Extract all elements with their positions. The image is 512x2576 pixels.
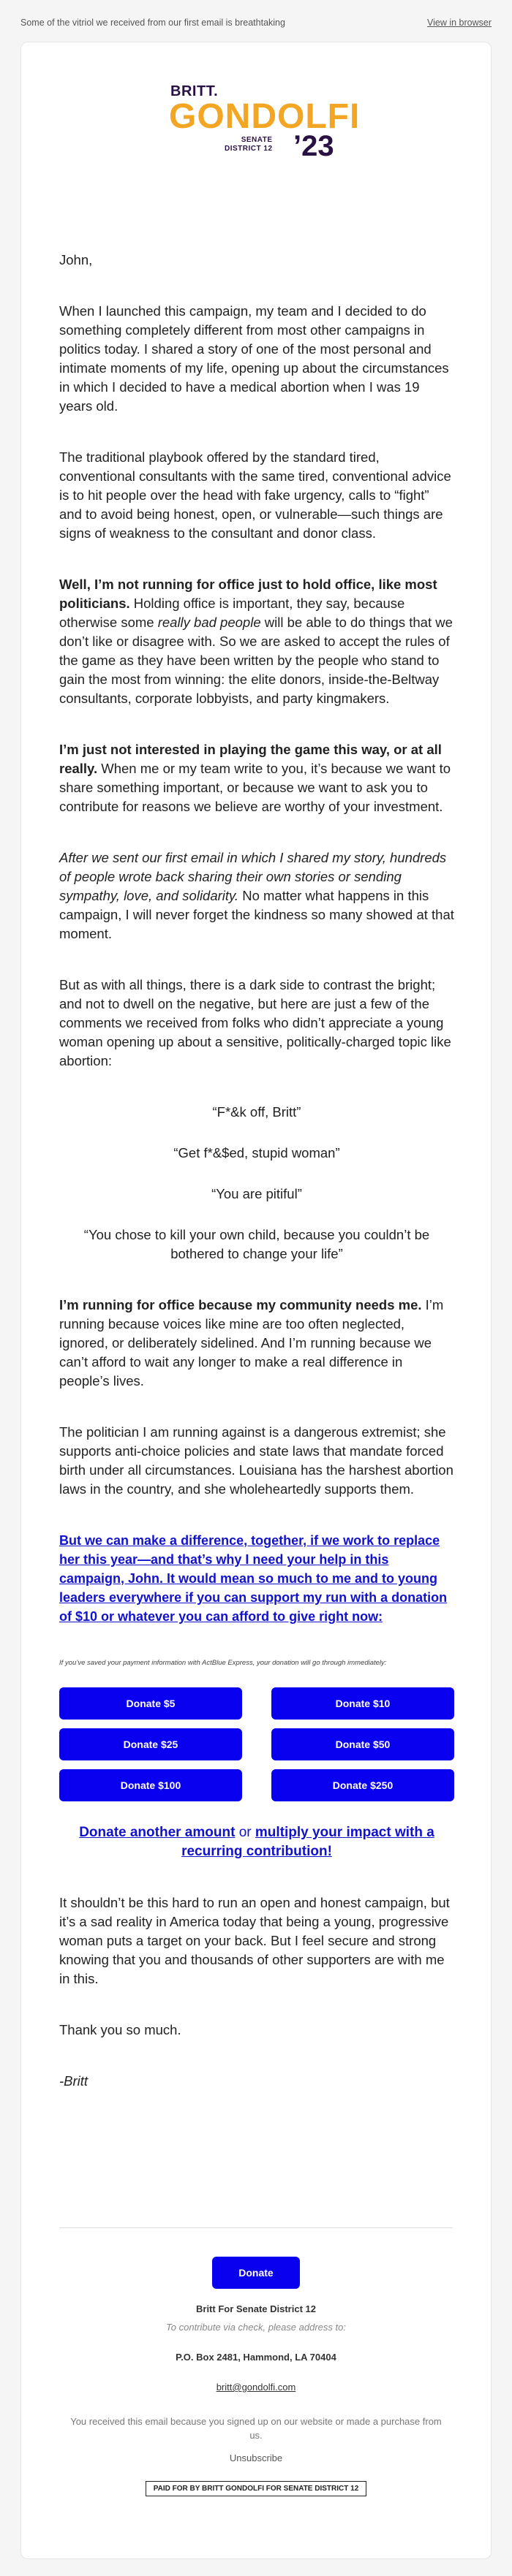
received-notice: You received this email because you signed up on our website or made a purchase from us. <box>70 2416 442 2441</box>
paid-for-disclaimer: PAID FOR BY BRITT GONDOLFI FOR SENATE DISTRICT 12 <box>146 2481 367 2496</box>
thanks: Thank you so much. <box>59 2022 181 2037</box>
email-card <box>20 42 492 2559</box>
unsubscribe-link[interactable]: Unsubscribe <box>229 2452 283 2463</box>
p5-italic: After we sent our first email in which I shared my story, hundreds of people wrote back sharing their own stories or sending sympathy, love, and solidarity. <box>59 850 447 903</box>
donate-another-amount-link[interactable]: Donate another amount <box>79 1825 236 1840</box>
recurring-contribution-link[interactable]: multiply your impact with a recurring contribution! <box>181 1825 434 1859</box>
logo-britt: BRITT. <box>170 83 219 99</box>
email-body <box>59 251 454 2123</box>
donate-50-button[interactable]: Donate $50 <box>271 1728 454 1760</box>
p3-a: Holding office is important, they say, because otherwise some <box>59 596 405 630</box>
paragraph-2: The traditional playbook offered by the standard tired, conventional consultants with the same tired, conventional advice is to hit people over the head with fake urgency, calls to “fight” and to avoid being honest, open, or vulnerable—such things are signs of weakness to the consultant and donor class. <box>59 449 451 541</box>
donate-100-button[interactable]: Donate $100 <box>59 1769 242 1801</box>
p5-rest: No matter what happens in this campaign, I will never forget the kindness so many showed at that moment. <box>59 888 454 941</box>
quote-1: “F*&k off, Britt” <box>212 1104 301 1120</box>
p7-bold: I’m running for office because my community needs me. <box>59 1297 422 1312</box>
mailing-address: P.O. Box 2481, Hammond, LA 70404 <box>176 2352 336 2363</box>
committee-name: Britt For Senate District 12 <box>196 2303 316 2314</box>
p4-rest: When me or my team write to you, it’s because we want to share something important, or because we want to ask you to contribute for reasons we believe are worthy of your investment. <box>59 761 451 814</box>
paragraph-8: The politician I am running against is a dangerous extremist; she supports anti-choice policies and state laws that mandate forced birth under all circumstances. Louisiana has the harshest abortion laws in the country, and she wholeheartedly supports them. <box>59 1424 453 1497</box>
logo-district <box>225 136 273 153</box>
donation-ask <box>59 1531 454 1626</box>
quote-2: “Get f*&$ed, stupid woman” <box>173 1145 340 1160</box>
greeting: John, <box>59 252 93 267</box>
paragraph-4 <box>59 740 454 816</box>
donate-10-button[interactable]: Donate $10 <box>271 1687 454 1720</box>
footer <box>21 2257 491 2496</box>
or-text: or <box>235 1825 255 1840</box>
p3-bold: Well, I’m not running for office just to hold office, like most politicians. <box>59 577 437 611</box>
p3-italic: really bad people <box>157 615 261 630</box>
preheader <box>0 0 512 29</box>
donate-button-grid <box>59 1687 454 1801</box>
paragraph-9: It shouldn’t be this hard to run an open and honest campaign, but it’s a sad reality in America today that being a young, progressive woman puts a target on your back. But I feel secure and strong knowing that you and thousands of other supporters are with me in this. <box>59 1895 450 1986</box>
donate-25-button[interactable]: Donate $25 <box>59 1728 242 1760</box>
quote-3: “You are pitiful” <box>211 1186 302 1201</box>
p3-b: will be able to do things that we don’t like or disagree with. So we are asked to accept the rules of the game as they have been written by the people who stand to gain the most from winning: the elite donors, inside-the-Beltway consultants, corporate lobbyists, and party kingmakers. <box>59 615 453 706</box>
logo-district-number: DISTRICT 12 <box>225 144 273 153</box>
donate-5-button[interactable]: Donate $5 <box>59 1687 242 1720</box>
p4-bold: I’m just not interested in playing the game this way, or at all really. <box>59 742 442 776</box>
donation-ask-link[interactable]: But we can make a difference, together, if we work to replace her this year—and that’s why I need your help in this campaign, John. It would mean so much to me and to young leaders everywhere if you can support my run with a donation of $10 or whatever you can afford to give right now: <box>59 1533 448 1624</box>
logo-senate: SENATE <box>241 136 273 144</box>
logo-year: ’23 <box>293 130 334 162</box>
donate-other-line <box>59 1823 454 1861</box>
preheader-text: Some of the vitriol we received from our first email is breathtaking <box>20 18 285 28</box>
paragraph-3 <box>59 575 454 708</box>
campaign-logo <box>21 77 491 162</box>
view-in-browser-link[interactable]: View in browser <box>426 18 492 28</box>
paragraph-5 <box>59 848 454 943</box>
footer-donate-button[interactable]: Donate <box>212 2257 300 2289</box>
paragraph-7 <box>59 1296 454 1391</box>
quote-4: “You chose to kill your own child, because you couldn’t be bothered to change your life” <box>83 1227 430 1261</box>
actblue-note: If you’ve saved your payment information with ActBlue Express, your donation will go through immediately: <box>59 1659 387 1667</box>
contact-email-link[interactable]: britt@gondolfi.com <box>216 2382 296 2393</box>
check-instructions: To contribute via check, please address to: <box>166 2322 346 2333</box>
signature: -Britt <box>59 2073 89 2089</box>
p7-rest: I’m running because voices like mine are too often neglected, ignored, or deliberately sidelined. And I’m running because we can’t afford to wait any longer to make a real difference in people’s lives. <box>59 1297 444 1388</box>
paragraph-6: But as with all things, there is a dark side to contrast the bright; and not to dwell on the negative, but here are just a few of the comments we received from folks who didn’t appreciate a young woman opening up about a sensitive, politically-charged topic like abortion: <box>59 977 451 1068</box>
paragraph-1: When I launched this campaign, my team and I decided to do something completely different from most other campaigns in politics today. I shared a story of one of the most personal and intimate moments of my life, opening up about the circumstances in which I decided to have a medical abortion when I was 19 years old. <box>59 303 449 414</box>
donate-250-button[interactable]: Donate $250 <box>271 1769 454 1801</box>
logo-gondolfi: GONDOLFI <box>169 97 361 136</box>
footer-divider <box>59 2227 453 2228</box>
